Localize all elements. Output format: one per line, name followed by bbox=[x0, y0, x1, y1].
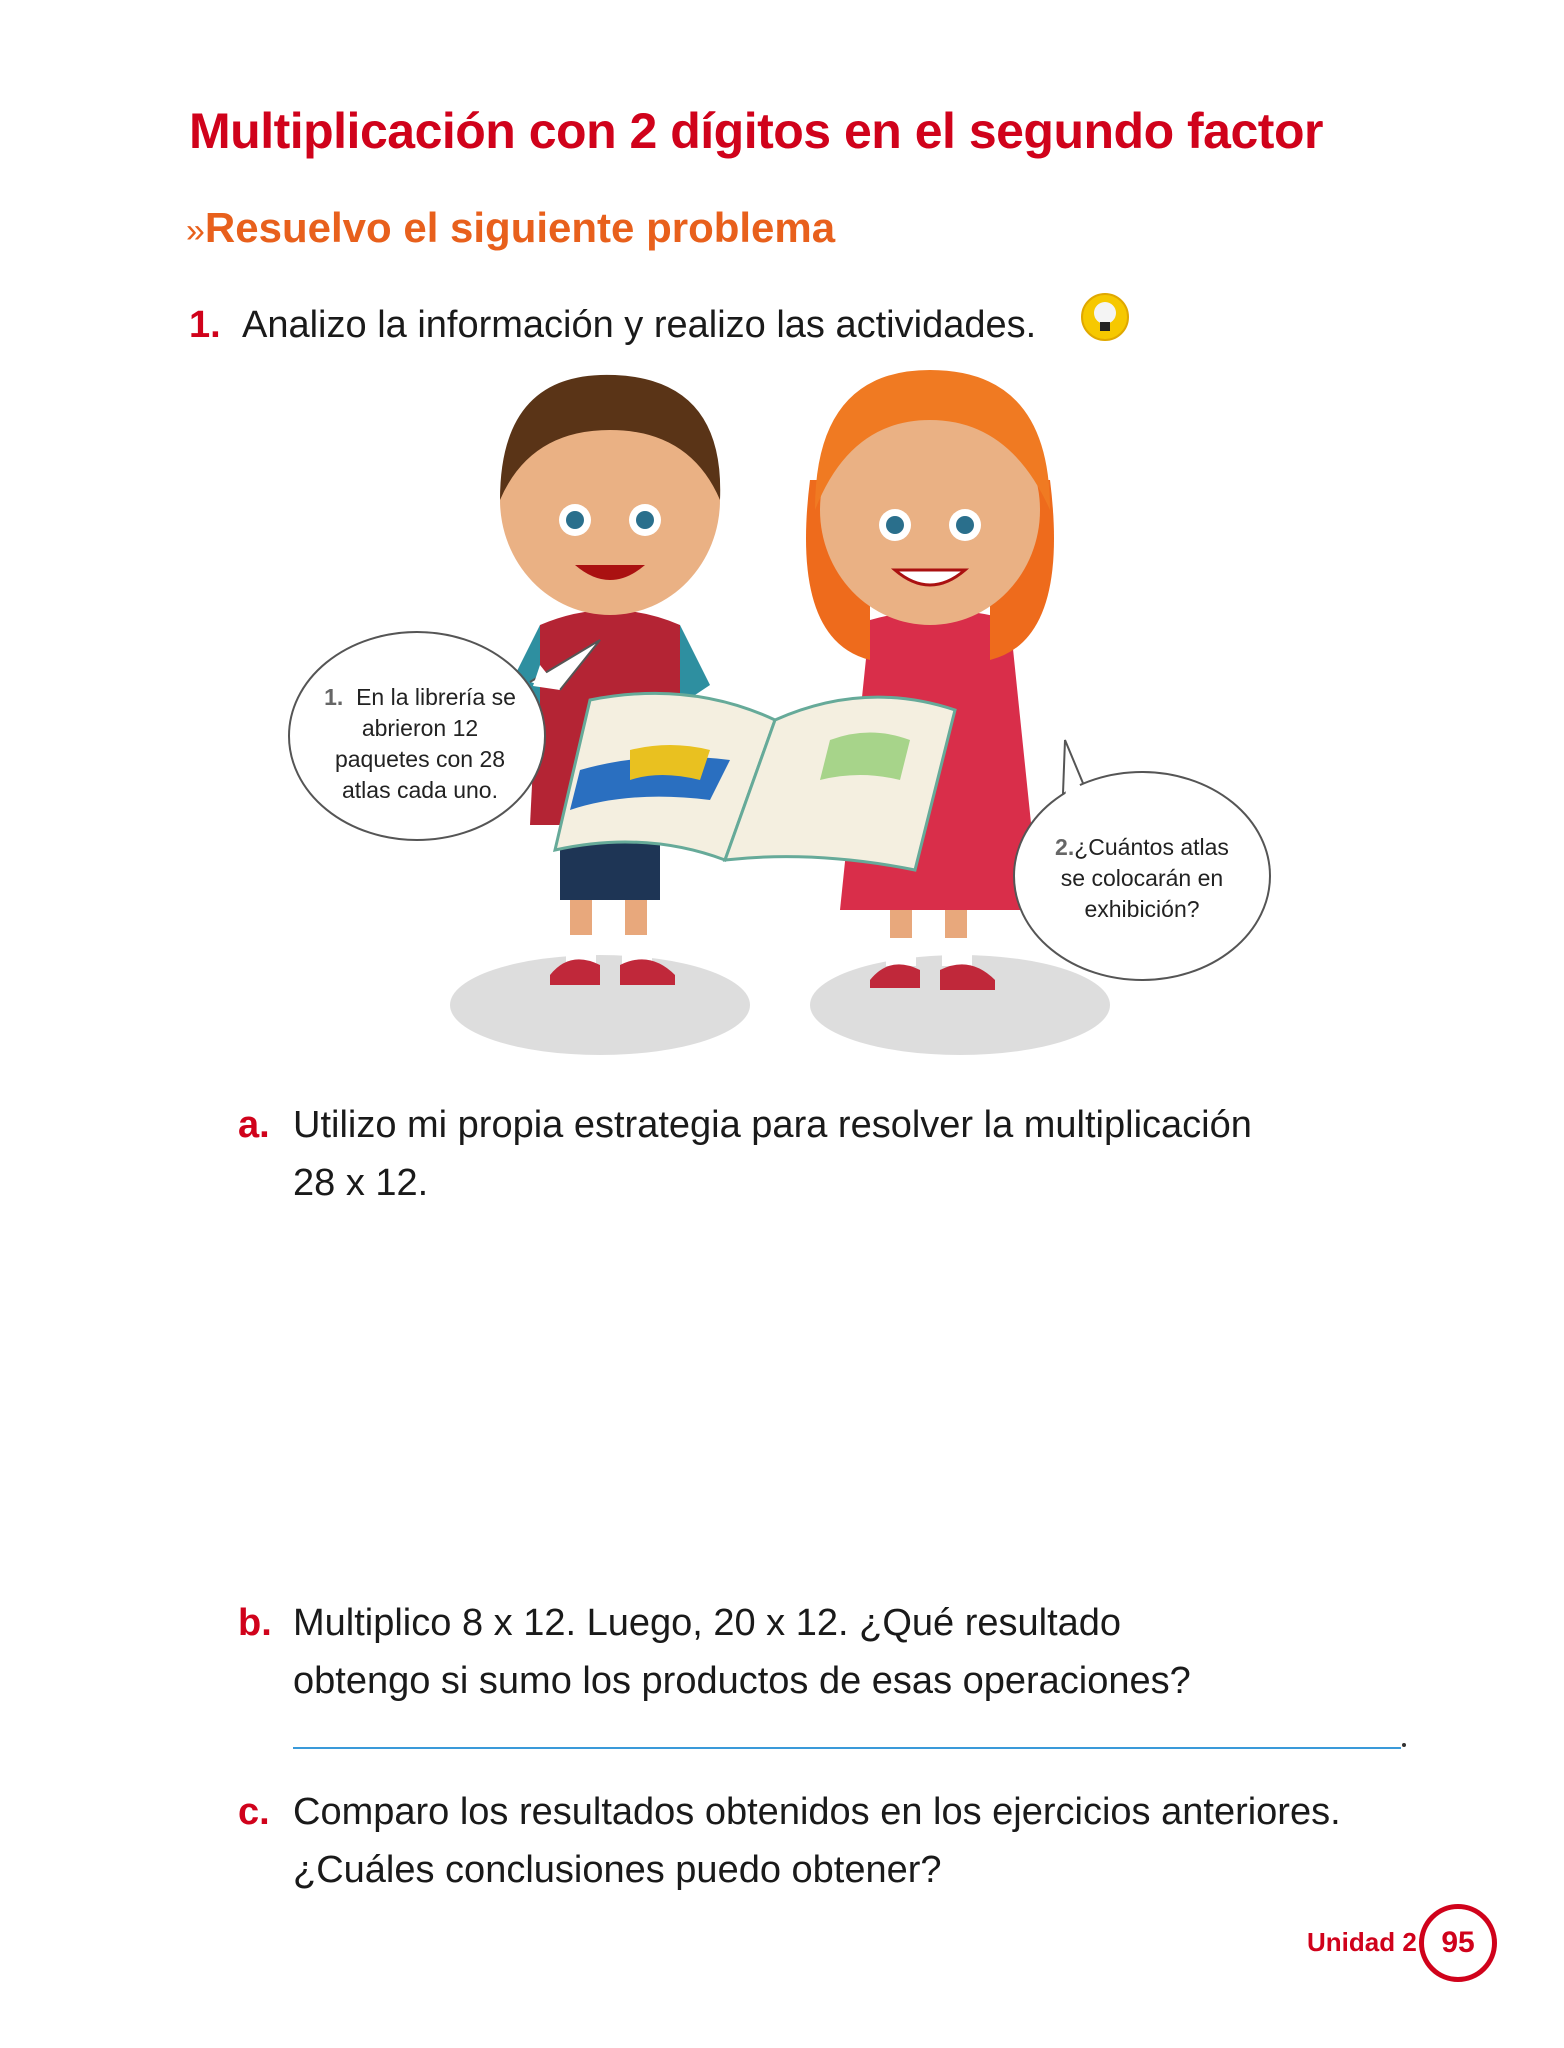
activity-letter: b. bbox=[238, 1602, 272, 1644]
activity-number: 1. bbox=[189, 304, 221, 346]
answer-line[interactable] bbox=[293, 1747, 1401, 1749]
bubble-text: ¿Cuántos atlas se colocarán en exhibición? bbox=[1060, 834, 1229, 922]
speech-bubble-2-text bbox=[1042, 832, 1242, 925]
activity-1 bbox=[189, 296, 1037, 354]
activity-instruction: Analizo la información y realizo las actividades. bbox=[242, 304, 1037, 346]
page-number: 95 bbox=[1419, 1904, 1497, 1982]
bubble-number: 1. bbox=[324, 684, 344, 710]
bubble-number: 2. bbox=[1055, 834, 1075, 860]
section-heading-text: Resuelvo el siguiente problema bbox=[204, 204, 836, 251]
activity-text-line1: Comparo los resultados obtenidos en los ejercicios anteriores. bbox=[293, 1791, 1341, 1833]
open-atlas bbox=[555, 693, 955, 870]
activity-text-line1: Multiplico 8 x 12. Luego, 20 x 12. ¿Qué resultado bbox=[293, 1602, 1122, 1644]
bubble-text: En la librería se abrieron 12 paquetes con 28 atlas cada uno. bbox=[334, 684, 516, 803]
lightbulb-icon bbox=[1080, 292, 1130, 342]
chevron-marker: » bbox=[186, 212, 205, 250]
speech-bubble-1-text bbox=[320, 682, 520, 806]
activity-text-line2: obtengo si sumo los productos de esas operaciones? bbox=[293, 1660, 1191, 1702]
activity-text-line2: ¿Cuáles conclusiones puedo obtener? bbox=[293, 1849, 942, 1891]
activity-text-line1: Utilizo mi propia estrategia para resolver la multiplicación bbox=[293, 1104, 1252, 1146]
activity-text-line2: 28 x 12. bbox=[293, 1162, 429, 1204]
page-title: Multiplicación con 2 dígitos en el segundo factor bbox=[189, 103, 1323, 159]
section-heading bbox=[186, 204, 835, 252]
activity-letter: a. bbox=[238, 1104, 270, 1146]
answer-line-period bbox=[1402, 1743, 1406, 1747]
activity-letter: c. bbox=[238, 1791, 270, 1833]
unit-label: Unidad 2 bbox=[1307, 1927, 1417, 1957]
